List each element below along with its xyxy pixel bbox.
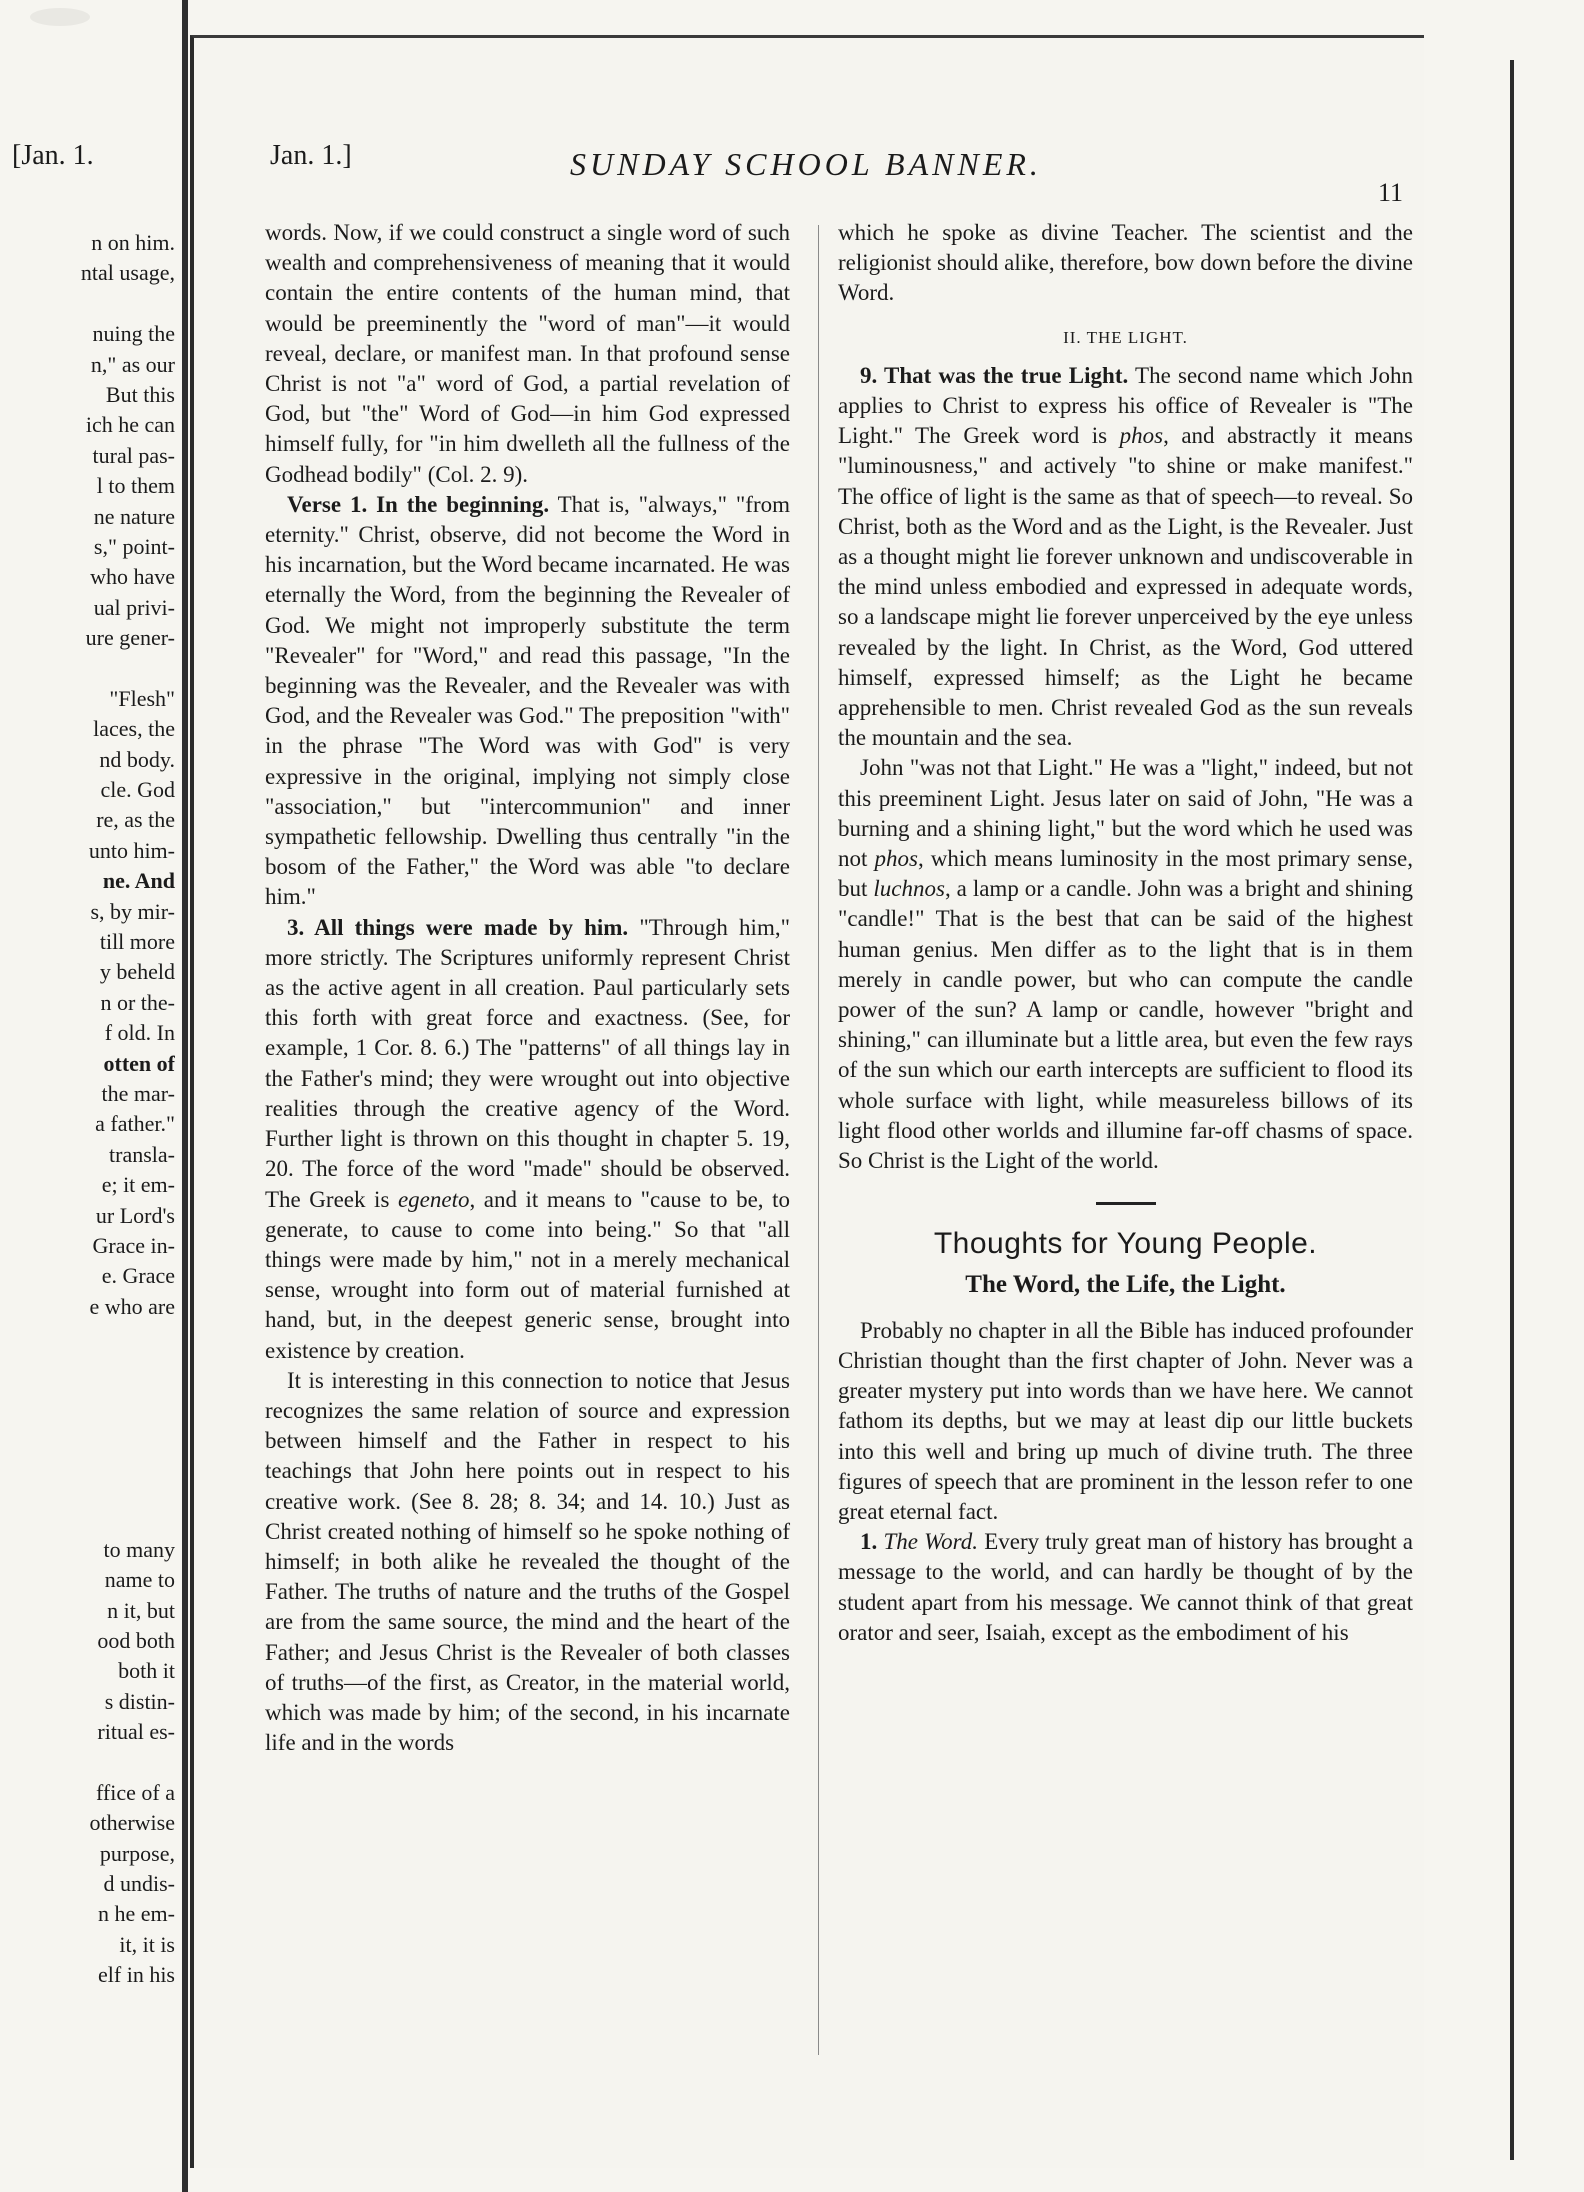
previous-page-line: it, it is	[119, 1931, 175, 1957]
previous-page-line	[0, 289, 175, 319]
paragraph: It is interesting in this connection to notice that Jesus recognizes the same relation of source and expression between himself and the Father in respect to his teachings that John here points out in respect to his creative work. (See 8. 28; 8. 34; and 14. 10.) Just as Christ created nothing of himself so he spoke nothing of himself; in both alike he revealed the thought of the Father. The truths of nature and the truths of the Gospel are from the same source, the mind and the heart of the Father; and Jesus Christ is the Revealer of both classes of truths—of the first, as Creator, in the material world, which was made by him; of the second, in his incarnate life and in the words	[265, 1367, 790, 1756]
previous-page-line: Grace in-	[92, 1232, 175, 1258]
previous-page-line: l to them	[96, 473, 175, 499]
previous-page-line: unto him-	[88, 837, 175, 863]
previous-page-line: re, as the	[96, 807, 175, 833]
paragraph	[838, 753, 1413, 1176]
previous-page-line: ur Lord's	[95, 1202, 175, 1228]
previous-page-line	[0, 1413, 175, 1443]
paragraph: words. Now, if we could construct a single word of such wealth and comprehensiveness of meaning that it would contain the entire contents of the human mind, that would be preeminently the "word of man"—it would reveal, declare, or manifest man. In that profound sense Christ is not "a" word of God, a partial revelation of God, but "the" Word of God—in him God expressed himself fully, for "in him dwelleth all the fullness of the Godhead bodily" (Col. 2. 9).	[265, 220, 790, 487]
previous-page-line: laces, the	[93, 716, 175, 742]
previous-page-line: s," point-	[93, 533, 175, 559]
previous-page-text	[0, 228, 175, 1991]
previous-page-line: transla-	[109, 1141, 175, 1167]
right-column	[838, 218, 1413, 1648]
running-header	[270, 140, 1420, 207]
left-column	[265, 218, 790, 1758]
section-subtitle: The Word, the Life, the Light.	[965, 1270, 1286, 1298]
previous-page-line: a father."	[95, 1111, 175, 1137]
verse-heading: Verse 1. In the beginning.	[287, 491, 550, 517]
paragraph-text: , and it means to "cause to be, to generate, to cause to come into being." So that "all things were made by him," not in a merely mechanical sense, wrought into form out of material furnished at hand, but, in the deepest generic sense, brought into existence by creation.	[265, 1186, 790, 1363]
previous-page-line: till more	[99, 928, 175, 954]
previous-page-line: ual privi-	[93, 594, 175, 620]
paragraph	[838, 361, 1413, 754]
page-number: 11	[1378, 178, 1404, 207]
previous-page-line	[0, 1504, 175, 1534]
paragraph-text: , a lamp or a candle. John was a bright and shining "candle!" That is the best that can be said of the highest human genius. Men differ as to the light that is in them merely in candle power, but who can compute the candle power of the sun? A lamp or candle, however "bright and shining," can illuminate but a little area, but even the few rays of the sun which our earth intercepts are sufficient to flood its whole surface with light, while measureless billows of its light flood other worlds and illumine far-off chasms of space. So Christ is the Light of the world.	[838, 876, 1414, 1174]
paragraph-text: "Through him," more strictly. The Scriptures uniformly represent Christ as the active agent in all creation. Paul particularly sets this forth with great force and exactness. (See, for example, 1 Cor. 8. 6.) The "patterns" of all things lay in the Father's mind; they were wrought out into objective realities through the creative agency of the Word. Further light is thrown on this thought in chapter 5. 19, 20. The force of the word "made" should be observed. The Greek is	[265, 914, 790, 1212]
previous-page-line: name to	[104, 1567, 175, 1593]
paragraph-text: Every truly great man of history has brought a message to the world, and can hardly be thought of by the student apart from his message. We cannot think of that great orator and seer, Isaiah, except as the embodiment of his	[838, 1529, 1414, 1645]
previous-page-line: ure gener-	[85, 625, 175, 651]
previous-page-line: cle. God	[100, 777, 175, 803]
greek-word: egeneto	[397, 1186, 470, 1212]
previous-page-line: nuing the	[92, 321, 175, 347]
previous-page-line: f old. In	[104, 1020, 175, 1046]
previous-page-line: ood both	[97, 1627, 175, 1653]
section-title: Thoughts for Young People.	[933, 1227, 1318, 1261]
greek-word: phos	[1119, 423, 1164, 449]
previous-page-line	[0, 1474, 175, 1504]
paragraph-text: , which means luminosity in the most primary sense, but	[838, 846, 1413, 902]
previous-page-line: nd body.	[99, 746, 175, 772]
previous-page-line: n he em-	[98, 1901, 175, 1927]
previous-page-line: both it	[118, 1658, 175, 1684]
previous-page-line: the mar-	[101, 1080, 175, 1106]
verse-heading: 9. That was the true Light.	[860, 362, 1129, 388]
paragraph	[265, 490, 790, 913]
header-title: SUNDAY SCHOOL BANNER.	[570, 146, 1042, 182]
previous-page-line	[0, 1444, 175, 1474]
binding-gutter	[182, 0, 188, 2192]
greek-word: luchnos	[873, 876, 945, 902]
previous-page-line	[0, 1322, 175, 1352]
previous-page-line: ffice of a	[96, 1779, 175, 1805]
paragraph	[265, 913, 790, 1366]
paragraph: Probably no chapter in all the Bible has induced profounder Christian thought than the first chapter of John. Never was a greater mystery put into words than we have here. We cannot fathom its depths, but we may at least dip our little buckets into this well and bring up much of divine truth. The three figures of speech that are prominent in the lesson refer to one great eternal fact.	[838, 1317, 1413, 1524]
previous-page-line: n on him.	[91, 230, 175, 255]
previous-page-line: s, by mir-	[90, 898, 175, 924]
previous-page-line: n it, but	[107, 1597, 175, 1623]
paragraph	[838, 1527, 1413, 1648]
scan-smudge	[30, 8, 90, 26]
previous-page-line: elf in his	[98, 1962, 175, 1988]
previous-page-line: n or the-	[100, 989, 175, 1015]
previous-page-header: [Jan. 1.	[12, 140, 94, 171]
previous-page-line	[0, 1748, 175, 1778]
greek-word: phos	[874, 846, 918, 872]
item-number: 1.	[860, 1529, 878, 1555]
page-right-edge	[1510, 60, 1514, 2160]
previous-page-line: s distin-	[104, 1688, 175, 1714]
previous-page-line: otherwise	[89, 1810, 175, 1836]
previous-page-line	[0, 1352, 175, 1382]
paragraph-text: That is, "always," "from eternity." Christ, observe, did not become the Word in his incarnation, but the Word became incarnated. He was eternally the Word, from the beginning the Revealer of God. We might not improperly substitute the term "Revealer" for "Word," and read this passage, "In the beginning was the Revealer, and the Revealer was with God, and the Revealer was God." The preposition "with" in the phrase "The Word was with God" is very expressive in the original, implying not simply close "association," but "intercommunion" and inner sympathetic fellowship. Dwelling thus centrally "in the bosom of the Father," the Word was able "to declare him."	[265, 491, 790, 910]
previous-page-line: e; it em-	[101, 1172, 175, 1198]
previous-page-line: purpose,	[99, 1840, 175, 1866]
previous-page-line: d undis-	[103, 1871, 175, 1897]
previous-page-line: otten of	[103, 1050, 175, 1076]
previous-page-line	[0, 653, 175, 683]
previous-page-line: who have	[90, 564, 175, 590]
previous-page-line: ntal usage,	[80, 260, 175, 286]
previous-page-line: But this	[105, 381, 175, 407]
previous-page-line: tural pas-	[92, 442, 175, 468]
previous-page-line: ritual es-	[97, 1719, 175, 1745]
paragraph-text: John "was not that Light." He was a "light," indeed, but not this preeminent Light. Jesus later on said of John, "He was a burning and a shining light," but the word which he used was not	[838, 755, 1413, 872]
section-heading: II. THE LIGHT.	[1063, 327, 1188, 347]
header-date: Jan. 1.]	[270, 140, 352, 171]
previous-page-line: ne nature	[93, 503, 175, 529]
previous-page-line	[0, 1383, 175, 1413]
previous-page-line: "Flesh"	[109, 685, 175, 711]
paragraph: which he spoke as divine Teacher. The scientist and the religionist should alike, therefore, bow down before the divine Word.	[838, 220, 1413, 306]
previous-page-line: to many	[103, 1536, 175, 1562]
previous-page-line: ich he can	[85, 412, 175, 438]
previous-page-line: y beheld	[99, 959, 175, 985]
column-divider	[818, 225, 819, 2055]
section-rule	[1096, 1202, 1156, 1205]
previous-page-line: e. Grace	[101, 1263, 175, 1289]
previous-page-line: ne. And	[102, 868, 175, 894]
previous-page-line: e who are	[89, 1293, 175, 1319]
item-title: The Word.	[883, 1529, 979, 1555]
verse-heading: 3. All things were made by him.	[287, 914, 629, 940]
paragraph-text: The second name which John applies to Christ to express his office of Revealer is "The Light." The Greek word is	[838, 362, 1413, 449]
previous-page-line: n," as our	[90, 351, 175, 377]
paragraph-text: , and abstractly it means "luminousness," and actively "to shine or make manifest." The office of light is the same as that of speech—to reveal. So Christ, both as the Word and as the Light, is the Revealer. Just as a thought might lie forever unknown and undiscoverable in the mind unless embodied and expressed in adequate words, so a landscape might lie forever unperceived by the eye unless revealed by the light. In Christ, as the Word, God uttered himself, expressed himself; as the Light he became apprehensible to men. Christ revealed God as the sun reveals the mountain and the sea.	[838, 423, 1413, 751]
